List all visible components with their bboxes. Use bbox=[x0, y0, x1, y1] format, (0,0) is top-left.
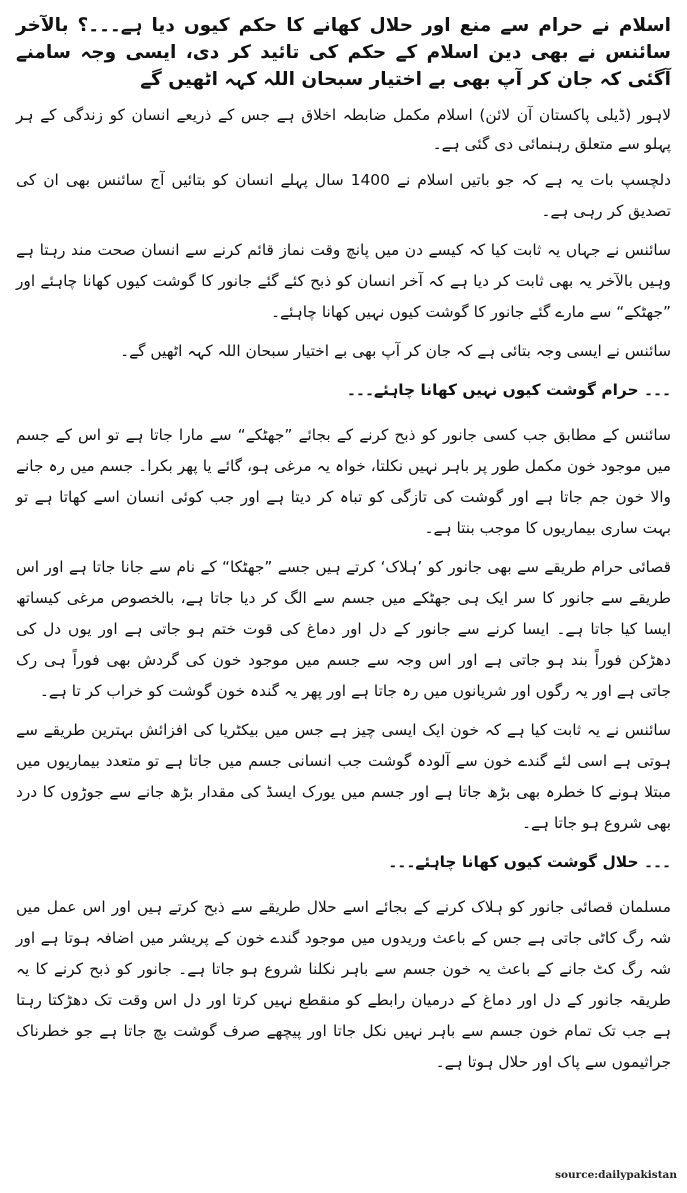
halal-subheading: ۔۔۔ حلال گوشت کیوں کھانا چاہئے۔۔۔ bbox=[388, 853, 671, 871]
article-headline: اسلام نے حرام سے منع اور حلال کھانے کا حکم کیوں دیا ہے۔۔۔؟ بالآخر سائنس نے بھی دین اسلام کے حکم کی تائید کر دی، ایسی وجہ سامنے آگئی کہ جان کر آپ بھی بے اختیار سبحان اللہ کہہ اٹھیں گے bbox=[16, 15, 671, 90]
haram-subheading: ۔۔۔ حرام گوشت کیوں نہیں کھانا چاہئے۔۔۔ bbox=[346, 381, 671, 399]
reason-paragraph: سائنس نے ایسی وجہ بتائی ہے کہ جان کر آپ بھی بے اختیار سبحان اللہ کہہ اٹھیں گے۔ bbox=[120, 342, 671, 360]
haram-paragraph-1: سائنس کے مطابق جب کسی جانور کو ذبح کرنے کے بجائے ”جھٹکے“ سے مارا جاتا ہے تو اس کے جسم میں موجود خون مکمل طور پر باہر نہیں نکلتا، خواہ یہ مرغی ہو، گائے یا پھر بکرا۔ جسم میں رہ جانے والا خون جم جاتا ہے اور گوشت کی تازگی کو تباہ کر دیتا ہے اور جب کوئی انسان اسے کھاتا ہے تو بہت ساری بیماریوں کا موجب بنتا ہے۔ bbox=[16, 426, 671, 537]
intro-paragraph-2: دلچسپ بات یہ ہے کہ جو باتیں اسلام نے 1400 سال پہلے انسان کو بتائیں آج سائنس بھی ان کی تصدیق کر رہی ہے۔ bbox=[16, 171, 671, 220]
science-paragraph: سائنس نے جہاں یہ ثابت کیا کہ کیسے دن میں پانچ وقت نماز قائم کرنے سے انسان صحت مند رہتا ہے وہیں بالآخر یہ بھی ثابت کر دیا ہے کہ آخر انسان کو ذبح کئے گئے جانور کا گوشت کیوں کھانا چاہئے اور ”جھٹکے“ سے مارے گئے جانور کا گوشت کیوں نہیں کھانا چاہئے۔ bbox=[16, 241, 671, 321]
intro-paragraph-1: لاہور (ڈیلی پاکستان آن لائن) اسلام مکمل ضابطہ اخلاق ہے جس کے ذریعے انسان کو زندگی کے ہر پہلو سے متعلق رہنمائی دی گئی ہے۔ bbox=[16, 106, 671, 153]
halal-paragraph: مسلمان قصائی جانور کو ہلاک کرنے کے بجائے اسے حلال طریقے سے ذبح کرتے ہیں اور اس عمل میں شہ رگ کاٹی جاتی ہے جس کے باعث وریدوں میں موجود گندے خون کے پریشر میں اضافہ ہوتا ہے اور شہ رگ کٹ جانے کے باعث یہ خون جسم سے باہر نکلنا شروع ہو جاتا ہے۔ جانور کو ذبح کرنے کا یہ طریقہ جانور کے دل اور دماغ کے درمیان رابطے کو منقطع نہیں کرتا اور دل اس وقت تک دھڑکتا رہتا ہے جب تک تمام خون جسم سے باہر نہیں نکل جاتا اور پیچھے صرف گوشت بچ جاتا ہے جو خطرناک جراثیموں سے پاک اور حلال ہوتا ہے۔ bbox=[16, 898, 671, 1071]
haram-paragraph-2: قصائی حرام طریقے سے بھی جانور کو ’ہلاک‘ کرتے ہیں جسے ”جھٹکا“ کے نام سے جانا جاتا ہے اور اس طریقے سے جانور کا سر ایک ہی جھٹکے میں جسم سے الگ کر دیا جاتا ہے، بالخصوص مرغی کیساتھ ایسا کیا جاتا ہے۔ ایسا کرنے سے جانور کے دل اور دماغ کی قوت ختم ہو جاتی ہے اور یوں دل کی دھڑکن فوراً بند ہو جاتی ہے اور اس وجہ سے جسم میں موجود خون کی گردش بھی فوراً ہی رک جاتی ہے اور یہ رگوں اور شریانوں میں رہ جاتا ہے اور پھر یہ گندہ خون گوشت کو خراب کر تا ہے۔ bbox=[16, 558, 671, 700]
haram-paragraph-3: سائنس نے یہ ثابت کیا ہے کہ خون ایک ایسی چیز ہے جس میں بیکٹریا کی افزائش بہترین طریقے سے ہوتی ہے اسی لئے گندے خون سے آلودہ گوشت جب انسانی جسم میں جاتا ہے تو متعدد بیماریوں میں مبتلا ہونے کا خطرہ بھی بڑھ جاتا ہے اور جسم میں یورک ایسڈ کی مقدار بڑھ جانے سے جوڑوں کا درد بھی شروع ہو جاتا ہے۔ bbox=[16, 721, 671, 832]
source-credit: source:dailypakistan bbox=[555, 1169, 677, 1181]
